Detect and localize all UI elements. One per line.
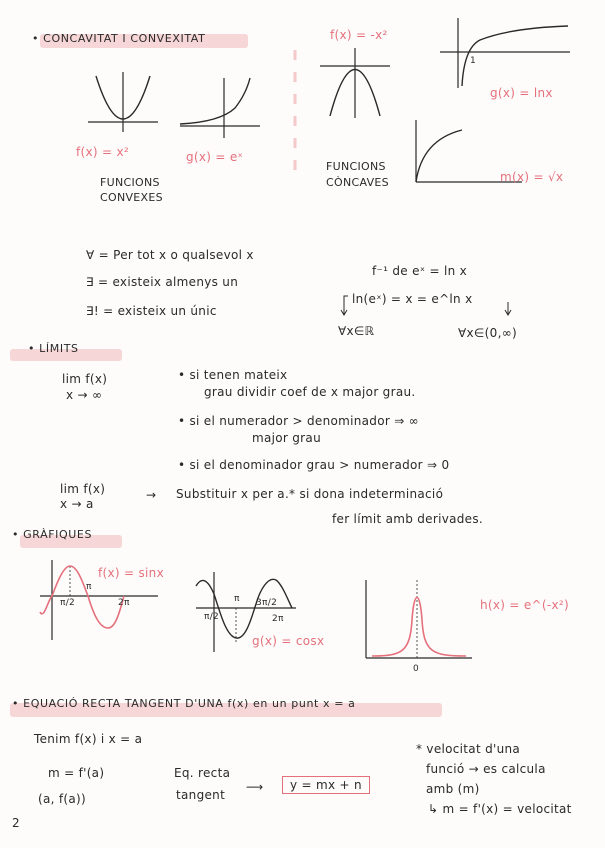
- lim-a-bottom: x → a: [60, 497, 94, 511]
- section-title-concavity: • CONCAVITAT I CONVEXITAT: [32, 32, 206, 45]
- inverse-arrows: [340, 290, 540, 320]
- page-number: 2: [12, 816, 20, 830]
- graph-ln: [440, 18, 570, 88]
- lim-a-top: lim f(x): [60, 482, 106, 496]
- subst-line-1: Substituir x per a.* si dona indeterminació: [176, 487, 444, 501]
- velocity-note-1: * velocitat d'una: [416, 742, 521, 756]
- label-sqrt: m(x) = √x: [500, 170, 564, 184]
- rule-numerator-1: • si el numerador > denominador ⇒ ∞: [178, 414, 419, 428]
- label-f-neg-x-squared: f(x) = -x²: [330, 28, 388, 42]
- lim-inf-bottom: x → ∞: [66, 388, 103, 402]
- label-sin: f(x) = sinx: [98, 566, 164, 580]
- label-cos: g(x) = cosx: [252, 634, 325, 648]
- quantifier-unique: ∃! = existeix un únic: [86, 304, 217, 318]
- label-g-exp: g(x) = eˣ: [186, 150, 244, 164]
- quantifier-exists: ∃ = existeix almenys un: [86, 275, 239, 289]
- sin-tick-pi2: π/2: [60, 598, 76, 608]
- cos-tick-3pi2: 3π/2: [256, 598, 278, 608]
- section-title-graphs: • GRÀFIQUES: [12, 528, 93, 541]
- label-convex-2: CONVEXES: [100, 191, 163, 204]
- domain-left: ∀x∈ℝ: [338, 324, 375, 338]
- rule-same-degree-2: grau dividir coef de x major grau.: [204, 385, 416, 399]
- label-ln: g(x) = lnx: [490, 86, 553, 100]
- section-title-limits: • LÍMITS: [28, 342, 79, 355]
- tangent-equation: y = mx + n: [282, 776, 370, 794]
- rule-same-degree-1: • si tenen mateix: [178, 368, 288, 382]
- sin-tick-pi: π: [86, 582, 92, 592]
- cos-tick-pi: π: [234, 594, 240, 604]
- tangent-point: (a, f(a)): [38, 792, 86, 806]
- velocity-note-2: funció → es calcula: [426, 762, 546, 776]
- sin-tick-2pi: 2π: [118, 598, 130, 608]
- domain-right: ∀x∈(0,∞): [458, 326, 517, 340]
- tangent-arrow: ⟶: [246, 780, 264, 794]
- label-ln-tick: 1: [470, 56, 477, 66]
- label-gaussian: h(x) = e^(-x²): [480, 598, 569, 612]
- velocity-note-4: ↳ m = f'(x) = velocitat: [428, 802, 572, 816]
- quantifier-forall: ∀ = Per tot x o qualsevol x: [86, 248, 254, 262]
- tangent-eq-label-2: tangent: [176, 788, 226, 802]
- graph-x-squared: [88, 72, 158, 132]
- graph-neg-x-squared: [320, 48, 390, 118]
- cos-tick-pi2: π/2: [204, 612, 220, 622]
- tangent-eq-label-1: Eq. recta: [174, 766, 231, 780]
- graph-exp: [180, 78, 260, 138]
- label-f-x-squared: f(x) = x²: [76, 145, 129, 159]
- gaussian-zero: 0: [413, 664, 420, 674]
- subst-line-2: fer límit amb derivades.: [332, 512, 484, 526]
- label-concave-2: CÒNCAVES: [326, 176, 389, 189]
- tangent-slope: m = f'(a): [48, 766, 105, 780]
- tangent-have: Tenim f(x) i x = a: [34, 732, 143, 746]
- divider-dashes: [292, 50, 298, 170]
- inverse-line-1: f⁻¹ de eˣ = ln x: [372, 264, 468, 278]
- label-concave-1: FUNCIONS: [326, 160, 386, 173]
- lim-a-arrow: →: [146, 488, 157, 502]
- inverse-line-2: ln(eˣ) = x = e^ln x: [352, 292, 473, 306]
- rule-numerator-2: major grau: [252, 431, 321, 445]
- lim-inf-top: lim f(x): [62, 372, 108, 386]
- velocity-note-3: amb (m): [426, 782, 480, 796]
- rule-denominator: • si el denominador grau > numerador ⇒ 0: [178, 458, 450, 472]
- graph-gaussian: [362, 580, 472, 660]
- section-title-tangent: • EQUACIÓ RECTA TANGENT D'UNA f(x) en un punt x = a: [12, 697, 356, 710]
- cos-tick-2pi: 2π: [272, 614, 284, 624]
- label-convex-1: FUNCIONS: [100, 176, 160, 189]
